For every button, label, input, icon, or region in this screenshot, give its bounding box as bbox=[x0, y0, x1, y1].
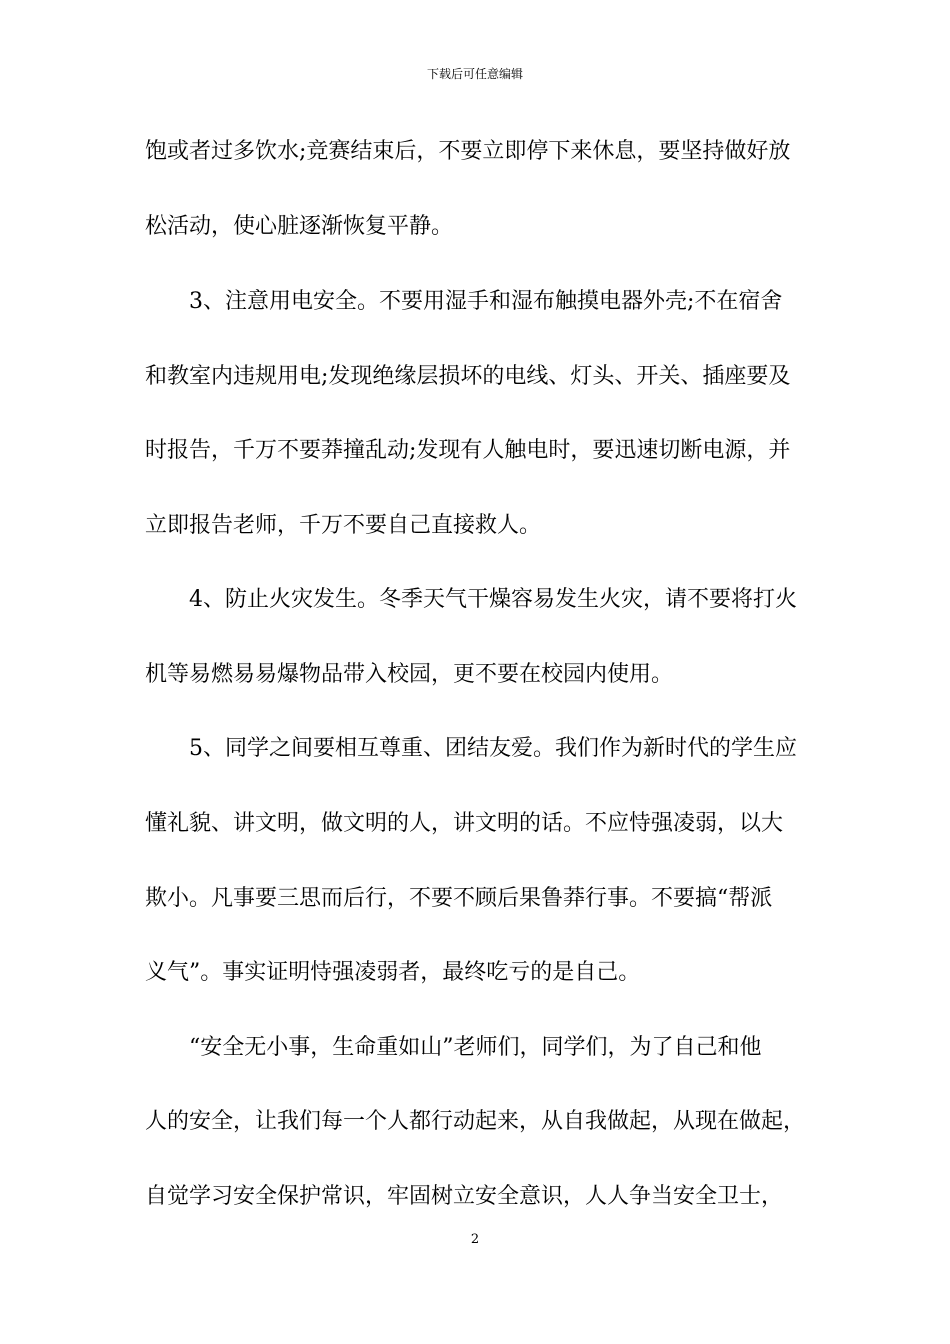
body-line: “安全无小事，生命重如山”老师们，同学们，为了自己和他 bbox=[145, 1035, 762, 1060]
body-line: 松活动，使心脏逐渐恢复平静。 bbox=[145, 214, 454, 239]
body-line: 懂礼貌、讲文明，做文明的人，讲文明的话。不应恃强凌弱，以大 bbox=[145, 811, 784, 836]
body-line: 机等易燃易易爆物品带入校园，更不要在校园内使用。 bbox=[145, 662, 674, 687]
body-line: 自觉学习安全保护常识，牢固树立安全意识，人人争当安全卫士， bbox=[145, 1184, 784, 1209]
body-line: 3、注意用电安全。不要用湿手和湿布触摸电器外壳;不在宿舍 bbox=[145, 289, 783, 314]
body-line: 和教室内违规用电;发现绝缘层损坏的电线、灯头、开关、插座要及 bbox=[145, 364, 791, 389]
body-line: 5、同学之间要相互尊重、团结友爱。我们作为新时代的学生应 bbox=[145, 736, 797, 761]
body-line: 4、防止火灾发生。冬季天气干燥容易发生火灾，请不要将打火 bbox=[145, 587, 797, 612]
body-line: 时报告，千万不要莽撞乱动;发现有人触电时，要迅速切断电源，并 bbox=[145, 438, 791, 463]
page-number: 2 bbox=[470, 1232, 480, 1247]
body-line: 人的安全，让我们每一个人都行动起来，从自我做起，从现在做起， bbox=[145, 1109, 806, 1134]
body-line: 立即报告老师，千万不要自己直接救人。 bbox=[145, 513, 542, 538]
body-line: 欺小。凡事要三思而后行，不要不顾后果鲁莽行事。不要搞“帮派 bbox=[145, 886, 773, 911]
body-line: 义气”。事实证明恃强凌弱者，最终吃亏的是自己。 bbox=[145, 960, 641, 985]
body-line: 饱或者过多饮水;竞赛结束后，不要立即停下来休息，要坚持做好放 bbox=[145, 139, 791, 164]
page-header: 下载后可任意编辑 bbox=[426, 67, 523, 81]
